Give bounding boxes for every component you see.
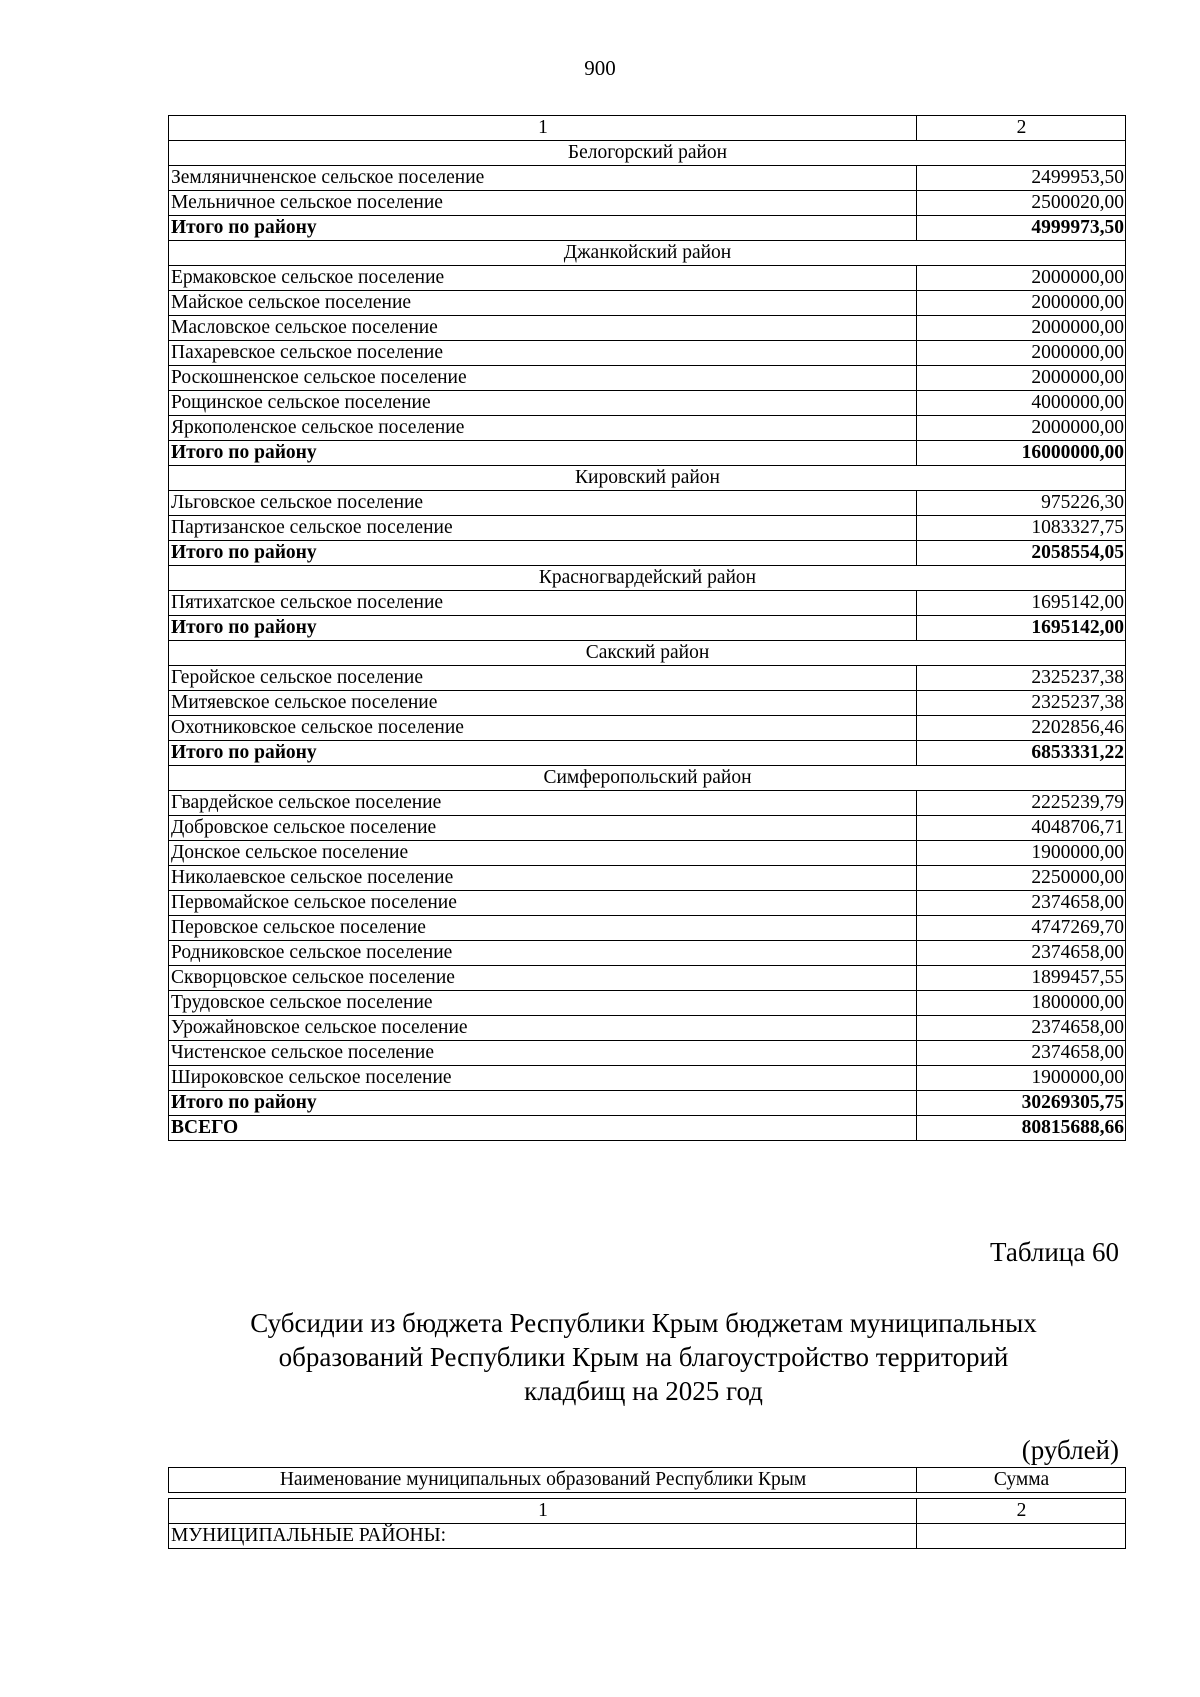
district-header-row	[169, 566, 1126, 591]
settlement-name: Ермаковское сельское поселение	[169, 266, 917, 291]
total-row	[169, 441, 1126, 466]
settlement-name: Донское сельское поселение	[169, 841, 917, 866]
subsidy-amount: 2000000,00	[917, 266, 1126, 291]
table-row	[169, 391, 1126, 416]
table-row	[169, 1016, 1126, 1041]
district-header-row	[169, 641, 1126, 666]
table-row	[169, 966, 1126, 991]
subsidy-table-body	[169, 116, 1126, 1141]
subsidy-amount: 2225239,79	[917, 791, 1126, 816]
district-header-row	[169, 141, 1126, 166]
table-row	[169, 366, 1126, 391]
settlement-name: Рощинское сельское поселение	[169, 391, 917, 416]
subsidy-amount: 2374658,00	[917, 1016, 1126, 1041]
table-row	[169, 866, 1126, 891]
table-row	[169, 841, 1126, 866]
settlement-name: Геройское сельское поселение	[169, 666, 917, 691]
total-label: Итого по району	[169, 541, 917, 566]
page-number: 900	[584, 56, 616, 80]
district-name: Симферопольский район	[169, 766, 1126, 791]
subsidy-amount: 4747269,70	[917, 916, 1126, 941]
subsidy-amount: 1800000,00	[917, 991, 1126, 1016]
subsidy-amount: 2000000,00	[917, 291, 1126, 316]
district-name: Красногвардейский район	[169, 566, 1126, 591]
column-number-1: 1	[169, 116, 917, 141]
settlement-name: Урожайновское сельское поселение	[169, 1016, 917, 1041]
subsidy-amount: 1900000,00	[917, 1066, 1126, 1091]
table-row	[169, 416, 1126, 441]
table-row	[169, 716, 1126, 741]
district-name: Белогорский район	[169, 141, 1126, 166]
subsidy-table	[168, 115, 1126, 1141]
subsidy-amount: 2325237,38	[917, 666, 1126, 691]
table-row	[169, 991, 1126, 1016]
total-amount: 16000000,00	[917, 441, 1126, 466]
subsidy-amount: 2000000,00	[917, 416, 1126, 441]
second-table-header	[168, 1467, 1126, 1493]
settlement-name: Гвардейское сельское поселение	[169, 791, 917, 816]
subsidy-amount: 2499953,50	[917, 166, 1126, 191]
column-number-row	[169, 116, 1126, 141]
subsidy-amount: 2374658,00	[917, 1041, 1126, 1066]
column-number-2: 2	[917, 116, 1126, 141]
subsidy-amount: 2000000,00	[917, 366, 1126, 391]
header-row	[169, 1468, 1126, 1493]
total-label: Итого по району	[169, 216, 917, 241]
total-row	[169, 1116, 1126, 1141]
settlement-name: Чистенское сельское поселение	[169, 1041, 917, 1066]
table-row	[169, 791, 1126, 816]
table-row	[169, 1524, 1126, 1549]
settlement-name: Первомайское сельское поселение	[169, 891, 917, 916]
table-row	[169, 691, 1126, 716]
table-title-line: образований Республики Крым на благоустройство территорий	[278, 1342, 1009, 1372]
subsidy-amount: 2325237,38	[917, 691, 1126, 716]
column-number-row	[169, 1499, 1126, 1524]
table-row	[169, 816, 1126, 841]
table-row	[169, 666, 1126, 691]
settlement-name: Масловское сельское поселение	[169, 316, 917, 341]
table-row	[169, 491, 1126, 516]
total-amount: 6853331,22	[917, 741, 1126, 766]
total-label: Итого по району	[169, 441, 917, 466]
settlement-name: Яркополенское сельское поселение	[169, 416, 917, 441]
table-row	[169, 516, 1126, 541]
settlement-name: Митяевское сельское поселение	[169, 691, 917, 716]
subsidy-amount: 2374658,00	[917, 941, 1126, 966]
table-number: Таблица 60	[990, 1237, 1119, 1267]
total-amount: 80815688,66	[917, 1116, 1126, 1141]
total-row	[169, 216, 1126, 241]
subsidy-amount: 2202856,46	[917, 716, 1126, 741]
settlement-name: Перовское сельское поселение	[169, 916, 917, 941]
subsidy-amount: 2000000,00	[917, 341, 1126, 366]
district-name: Джанкойский район	[169, 241, 1126, 266]
settlement-name: Николаевское сельское поселение	[169, 866, 917, 891]
settlement-name: Охотниковское сельское поселение	[169, 716, 917, 741]
district-header-row	[169, 766, 1126, 791]
table-row	[169, 1066, 1126, 1091]
total-label: Итого по району	[169, 616, 917, 641]
table-row	[169, 191, 1126, 216]
municipal-districts-label: МУНИЦИПАЛЬНЫЕ РАЙОНЫ:	[169, 1524, 917, 1549]
subsidy-amount: 2500020,00	[917, 191, 1126, 216]
table-row	[169, 941, 1126, 966]
district-name: Кировский район	[169, 466, 1126, 491]
header-name-cell: Наименование муниципальных образований Республики Крым	[169, 1468, 917, 1493]
total-row	[169, 1091, 1126, 1116]
settlement-name: Пахаревское сельское поселение	[169, 341, 917, 366]
unit-label: (рублей)	[1021, 1435, 1119, 1465]
total-amount: 2058554,05	[917, 541, 1126, 566]
table-row	[169, 166, 1126, 191]
subsidy-amount: 2250000,00	[917, 866, 1126, 891]
table-row	[169, 266, 1126, 291]
settlement-name: Пятихатское сельское поселение	[169, 591, 917, 616]
table-row	[169, 291, 1126, 316]
district-name: Сакский район	[169, 641, 1126, 666]
settlement-name: Льговское сельское поселение	[169, 491, 917, 516]
header-sum-cell: Сумма	[917, 1468, 1126, 1493]
settlement-name: Добровское сельское поселение	[169, 816, 917, 841]
settlement-name: Земляничненское сельское поселение	[169, 166, 917, 191]
district-header-row	[169, 466, 1126, 491]
total-row	[169, 541, 1126, 566]
settlement-name: Партизанское сельское поселение	[169, 516, 917, 541]
table-row	[169, 916, 1126, 941]
table-row	[169, 1041, 1126, 1066]
column-number-2: 2	[917, 1499, 1126, 1524]
settlement-name: Широковское сельское поселение	[169, 1066, 917, 1091]
subsidy-amount: 4048706,71	[917, 816, 1126, 841]
total-row	[169, 741, 1126, 766]
settlement-name: Майское сельское поселение	[169, 291, 917, 316]
total-label: Итого по району	[169, 1091, 917, 1116]
subsidy-amount: 1899457,55	[917, 966, 1126, 991]
subsidy-amount: 1695142,00	[917, 591, 1126, 616]
table-row	[169, 341, 1126, 366]
subsidy-amount: 4000000,00	[917, 391, 1126, 416]
table-title	[168, 1306, 1119, 1408]
settlement-name: Скворцовское сельское поселение	[169, 966, 917, 991]
settlement-name: Роскошненское сельское поселение	[169, 366, 917, 391]
settlement-name: Трудовское сельское поселение	[169, 991, 917, 1016]
second-table	[168, 1498, 1126, 1549]
subsidy-amount: 2000000,00	[917, 316, 1126, 341]
total-label: ВСЕГО	[169, 1116, 917, 1141]
table-title-line: Субсидии из бюджета Республики Крым бюджетам муниципальных	[250, 1308, 1037, 1338]
table-row	[169, 591, 1126, 616]
total-row	[169, 616, 1126, 641]
subsidy-amount: 2374658,00	[917, 891, 1126, 916]
table-row	[169, 891, 1126, 916]
settlement-name: Мельничное сельское поселение	[169, 191, 917, 216]
empty-value-cell	[917, 1524, 1126, 1549]
total-label: Итого по району	[169, 741, 917, 766]
total-amount: 1695142,00	[917, 616, 1126, 641]
table-row	[169, 316, 1126, 341]
district-header-row	[169, 241, 1126, 266]
total-amount: 30269305,75	[917, 1091, 1126, 1116]
subsidy-amount: 975226,30	[917, 491, 1126, 516]
column-number-1: 1	[169, 1499, 917, 1524]
subsidy-amount: 1900000,00	[917, 841, 1126, 866]
table-title-line: кладбищ на 2025 год	[524, 1376, 763, 1406]
total-amount: 4999973,50	[917, 216, 1126, 241]
subsidy-amount: 1083327,75	[917, 516, 1126, 541]
settlement-name: Родниковское сельское поселение	[169, 941, 917, 966]
